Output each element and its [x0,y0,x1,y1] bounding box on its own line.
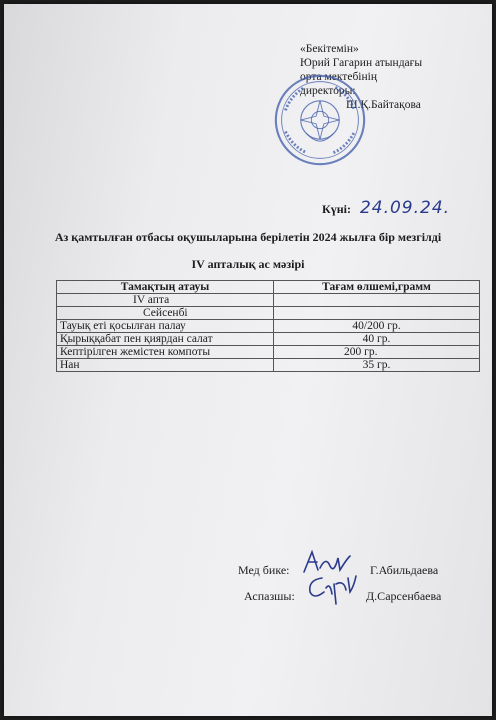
dish-name: Кептірілген жемістен компоты [57,346,274,359]
nurse-name: Г.Абильдаева [370,563,439,577]
date-label: Күні: [322,202,351,216]
dish-name: Тауық еті қосылған палау [57,320,274,333]
nurse-label: Мед бике: [238,563,290,577]
menu-table [56,280,480,372]
table-header-row [57,281,480,294]
cook-label: Аспазшы: [244,589,295,603]
empty-cell [274,294,480,307]
date-row [322,198,450,218]
table-row [57,359,480,372]
dish-portion: 200 гр. [274,346,480,359]
header-portion: Тағам өлшемі,грамм [274,281,480,294]
week-row [57,294,480,307]
date-handwritten: 24.09.24. [359,198,451,218]
dish-portion: 40/200 гр. [274,320,480,333]
menu-subtitle: IV апталық ас мәзірі [191,257,305,271]
cook-name: Д.Сарсенбаева [366,589,442,603]
dish-name: Қырыққабат пен қиярдан салат [57,333,274,346]
day-row [57,307,480,320]
week-label: IV апта [57,294,274,307]
approval-line-2: Юрий Гагарин атындағы [300,57,423,69]
day-label: Сейсенбі [57,307,274,320]
table-row [57,346,480,359]
menu-title: Аз қамтылған отбасы оқушыларына берілетін 2024 жылға бір мезгілді [54,230,442,244]
dish-name: Нан [57,359,274,372]
approval-line-3: орта мектебінің [300,71,377,83]
cook-signature-icon [304,570,358,606]
school-stamp-icon [272,72,368,168]
approval-line-1: «Бекітемін» [300,43,359,55]
approval-line-4: директоры: [300,85,356,97]
dish-portion: 35 гр. [274,359,480,372]
table-row [57,333,480,346]
dish-portion: 40 гр. [274,333,480,346]
header-dish: Тамақтың атауы [57,281,274,294]
director-name: Ш.Қ.Байтақова [346,99,421,111]
empty-cell [274,307,480,320]
table-row [57,320,480,333]
